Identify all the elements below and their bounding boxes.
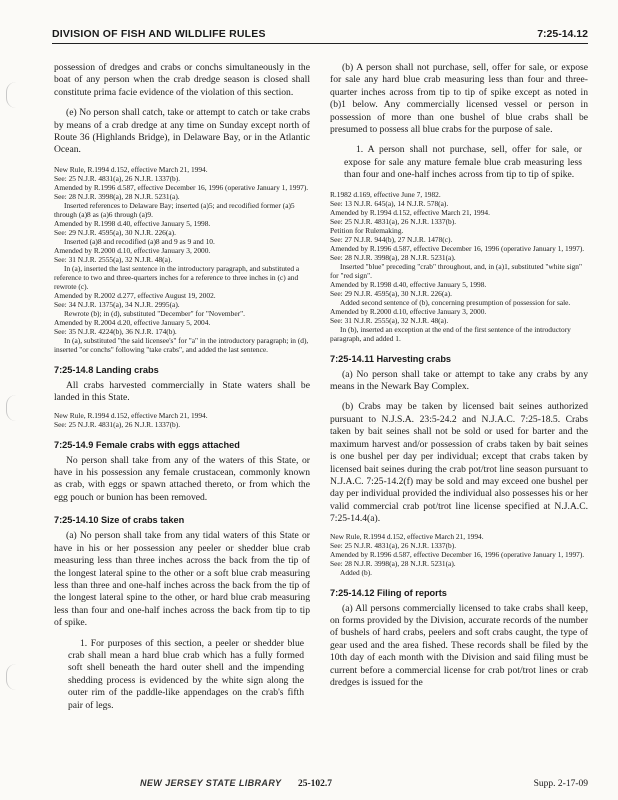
source-line: New Rule, R.1994 d.152, effective March 21, 1994. (54, 410, 208, 420)
source-line: Amended by R.1998 d.40, effective January 5, 1998. (54, 218, 211, 228)
margin-mark (6, 395, 20, 421)
paragraph: All crabs harvested commercially in State waters shall be landed in this State. (54, 379, 310, 404)
source-line: Rewrote (b); in (d), substituted "December" for "November". (64, 308, 245, 318)
section-heading: 7:25-14.12 Filing of reports (330, 587, 447, 598)
paragraph: 1. A person shall not purchase, sell, offer for sale, or expose for sale any mature female blue crab measuring less than four and one-half inches across from tip to tip of spike. (344, 144, 582, 181)
source-line: See: 35 N.J.R. 4224(b), 36 N.J.R. 174(b). (54, 326, 177, 336)
source-line: In (b), inserted an exception at the end of the first sentence of the introductory paragraph, and added 1. (330, 324, 571, 343)
source-line: See: 25 N.J.R. 4831(a), 26 N.J.R. 1337(b). (54, 173, 181, 183)
section-heading: 7:25-14.11 Harvesting crabs (330, 353, 452, 364)
source-line: In (a), inserted the last sentence in the introductory paragraph, and substituted a reference to two and three-quarters inches for a reference to three inches in (c) and rewrote (c). (54, 263, 300, 291)
source-line: See: 25 N.J.R. 4831(a), 26 N.J.R. 1337(b). (54, 419, 181, 429)
source-line: See: 31 N.J.R. 2555(a), 32 N.J.R. 48(a). (330, 315, 449, 325)
source-line: See: 13 N.J.R. 645(a), 14 N.J.R. 578(a). (330, 198, 449, 208)
source-line: See: 28 N.J.R. 3998(a), 28 N.J.R. 5231(a). (330, 252, 456, 262)
source-line: Amended by R.1998 d.40, effective January 5, 1998. (330, 279, 487, 289)
source-line: See: 29 N.J.R. 4595(a), 30 N.J.R. 226(a). (330, 288, 452, 298)
source-line: See: 31 N.J.R. 2555(a), 32 N.J.R. 48(a). (54, 254, 173, 264)
section-heading: 7:25-14.10 Size of crabs taken (54, 515, 185, 526)
source-line: Amended by R.1994 d.152, effective March 21, 1994. (330, 207, 490, 217)
source-line: See: 27 N.J.R. 944(b), 27 N.J.R. 1478(c). (330, 234, 453, 244)
paragraph: (b) Crabs may be taken by licensed bait seines authorized pursuant to N.J.S.A. 23:5-24.2 and N.J.A.C. 7:25-18.5. Crabs taken by bait seines shall not be sold or used for barter and the maximum harvest and/or possession of crabs taken by bait seines is one bushel per day per individual; except that crabs taken by licensed bait seines during the crab pot/trot line season pursuant to N.J.A.C. 7:25-14.2(f) may be sold and may exceed one bushel per day per individual provided the individual also possesses his or her valid commercial crab pot/trot line license specified at N.J.A.C. 7:25-14.4(a). (330, 401, 588, 525)
source-line: Petition for Rulemaking. (330, 225, 404, 235)
source-line: See: 25 N.J.R. 4831(a), 26 N.J.R. 1337(b). (330, 540, 457, 550)
paragraph: No person shall take from any of the waters of this State, or have in his possession any female crustacean, commonly known as crab, with eggs or spawn attached thereto, or from which the egg pouch or bunion has been removed. (54, 454, 310, 503)
left-column (54, 62, 310, 712)
source-note (330, 532, 588, 577)
source-note (330, 190, 588, 343)
running-header (52, 28, 588, 44)
source-line: New Rule, R.1994 d.152, effective March 21, 1994. (54, 164, 208, 174)
header-section: 7:25-14.12 (537, 28, 588, 40)
source-line: See: 34 N.J.R. 1375(a), 34 N.J.R. 2995(a). (54, 299, 180, 309)
right-column (330, 62, 588, 689)
paragraph: (a) No person shall take from any tidal waters of this State or have in his or her possession any peeler or shedder blue crab measuring less than three inches across the back from the tip of the longest lateral spine to the other or a soft blue crab measuring less than three and one-half inches across the back from the tip of the longest lateral spine to the other, or hard blue crab measuring less than four and one-half inches across the back from tip to tip of spike. (54, 530, 310, 629)
source-line: Amended by R.1996 d.587, effective December 16, 1996 (operative January 1, 1997). (330, 243, 585, 253)
source-line: Added (b). (340, 567, 373, 577)
source-line: Amended by R.2002 d.277, effective August 19, 2002. (54, 290, 216, 300)
source-line: Amended by R.2000 d.10, effective January 3, 2000. (54, 245, 211, 255)
source-line: Inserted references to Delaware Bay; inserted (a)5; and recodified former (a)5 through (a)8 as (a)6 through (a)9. (54, 200, 295, 219)
source-line: Inserted (a)8 and recodified (a)8 and 9 as 9 and 10. (64, 236, 215, 246)
source-line: Amended by R.2000 d.10, effective January 3, 2000. (330, 306, 487, 316)
source-note (54, 165, 310, 354)
paragraph: (b) A person shall not purchase, sell, offer for sale, or expose for sale any hard blue crab measuring less than four and three-quarter inches across from tip to tip of spike except as noted in (b)1 below. Any commercially licensed vessel or person in possession of more than one bushel of blue crabs shall be presumed to possess all blue crabs for the purpose of sale. (330, 62, 588, 136)
source-line: Added second sentence of (b), concerning presumption of possession for sale. (340, 297, 571, 307)
margin-mark (6, 82, 20, 108)
source-line: Amended by R.1996 d.587, effective December 16, 1996 (operative January 1, 1997). (54, 182, 309, 192)
source-line: R.1982 d.169, effective June 7, 1982. (330, 189, 441, 199)
library-stamp: NEW JERSEY STATE LIBRARY (140, 778, 282, 788)
paragraph: (a) No person shall take or attempt to take any crabs by any means in the Newark Bay Complex. (330, 368, 588, 393)
source-line: Amended by R.1996 d.587, effective December 16, 1996 (operative January 1, 1997). (330, 549, 585, 559)
paragraph: possession of dredges and crabs or conchs simultaneously in the boat of any person when the crab dredge season is closed shall constitute prima facie evidence of the violation of this section. (54, 62, 310, 98)
source-line: See: 28 N.J.R. 3998(a), 28 N.J.R. 5231(a). (330, 558, 456, 568)
source-line: New Rule, R.1994 d.152, effective March 21, 1994. (330, 531, 484, 541)
source-line: In (a), substituted "the said licensee's" for "a" in the introductory paragraph; in (d), inserted "or conchs" following "take crabs", and added the last sentence. (54, 335, 309, 354)
paragraph: (a) All persons commercially licensed to take crabs shall keep, on forms provided by the Division, accurate records of the number of bushels of hard crabs, peelers and soft crabs caught, the type of gear used and the area fished. These records shall be filed by the 10th day of each month with the Division and said filing must be current before a commercial license for crab pot/trot lines or crab dredges is issued for the (330, 602, 588, 688)
supplement-date: Supp. 2-17-09 (533, 779, 588, 789)
page-number: 25-102.7 (298, 779, 333, 789)
source-line: Amended by R.2004 d.20, effective January 5, 2004. (54, 317, 211, 327)
margin-mark (6, 664, 20, 690)
source-line: Inserted "blue" preceding "crab" throughout, and, in (a)1, substituted "white sign" for "red sign". (330, 261, 583, 280)
section-heading: 7:25-14.8 Landing crabs (54, 364, 159, 375)
source-line: See: 28 N.J.R. 3998(a), 28 N.J.R. 5231(a). (54, 191, 180, 201)
section-heading: 7:25-14.9 Female crabs with eggs attached (54, 439, 240, 450)
source-note (54, 411, 310, 429)
page-footer (54, 778, 588, 792)
source-line: See: 25 N.J.R. 4831(a), 26 N.J.R. 1337(b). (330, 216, 457, 226)
paragraph: (e) No person shall catch, take or attempt to catch or take crabs by means of a crab dredge at any time on Sunday except north of Route 36 (Highlands Bridge), in Delaware Bay, or in the Atlantic Ocean. (54, 107, 310, 156)
source-line: See: 29 N.J.R. 4595(a), 30 N.J.R. 226(a). (54, 227, 176, 237)
paragraph: 1. For purposes of this section, a peeler or shedder blue crab shall mean a hard blue crab which has a fully formed soft shell beneath the hard outer shell and the impending shedding process is evidenced by the white sign along the outer rim of the paddle-like appendages on the crab's fifth pair of legs. (68, 637, 304, 711)
header-title: DIVISION OF FISH AND WILDLIFE RULES (52, 28, 266, 40)
